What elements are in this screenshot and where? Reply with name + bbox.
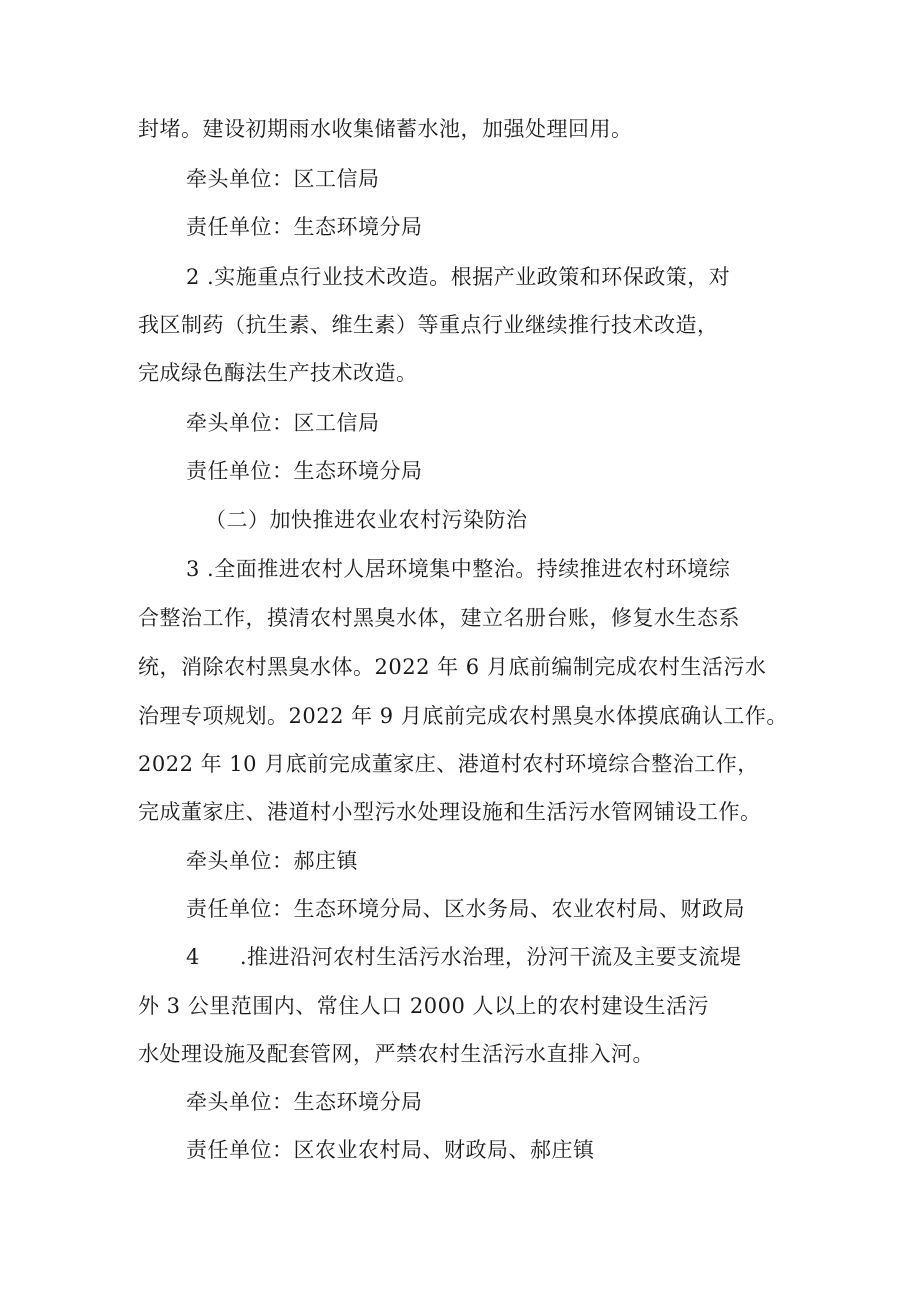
paragraph-line: 完成董家庄、港道村小型污水处理设施和生活污水管网铺设工作。 (138, 800, 762, 824)
responsible-unit-line: 责任单位：区农业农村局、财政局、郝庄镇 (186, 1138, 595, 1162)
lead-unit-line: 牵头单位：郝庄镇 (186, 849, 358, 873)
lead-unit-line: 牵头单位：区工信局 (186, 167, 380, 191)
item-heading-line: 3 .全面推进农村人居环境集中整治。持续推进农村环境综 (186, 557, 731, 581)
lead-unit-line: 牵头单位：生态环境分局 (186, 1090, 423, 1114)
paragraph-line: 我区制药（抗生素、维生素）等重点行业继续推行技术改造， (138, 313, 719, 337)
item-heading-text: .推进沿河农村生活污水治理，汾河干流及主要支流堤 (239, 945, 742, 969)
item-number: 4 (186, 945, 200, 969)
paragraph-line: 治理专项规划。2022 年 9 月底前完成农村黑臭水体摸底确认工作。 (138, 704, 788, 728)
paragraph-line: 封堵。建设初期雨水收集储蓄水池，加强处理回用。 (138, 117, 633, 141)
lead-unit-line: 牵头单位：区工信局 (186, 411, 380, 435)
paragraph-line: 合整治工作，摸清农村黑臭水体，建立名册台账，修复水生态系 (138, 606, 740, 630)
item-heading-line: 2 .实施重点行业技术改造。根据产业政策和环保政策，对 (186, 265, 731, 289)
paragraph-line: 外 3 公里范围内、常住人口 2000 人以上的农村建设生活污 (138, 994, 710, 1018)
responsible-unit-line: 责任单位：生态环境分局 (186, 459, 423, 483)
section-heading: （二）加快推进农业农村污染防治 (205, 508, 528, 532)
paragraph-line: 统，消除农村黑臭水体。2022 年 6 月底前编制完成农村生活污水 (138, 655, 767, 679)
item-heading-line (186, 942, 742, 972)
paragraph-line: 水处理设施及配套管网，严禁农村生活污水直排入河。 (138, 1042, 654, 1066)
responsible-unit-line: 责任单位：生态环境分局、区水务局、农业农村局、财政局 (186, 897, 745, 921)
paragraph-line: 完成绿色酶法生产技术改造。 (138, 361, 418, 385)
paragraph-line: 2022 年 10 月底前完成董家庄、港道村农村环境综合整治工作， (138, 752, 759, 776)
responsible-unit-line: 责任单位：生态环境分局 (186, 215, 423, 239)
